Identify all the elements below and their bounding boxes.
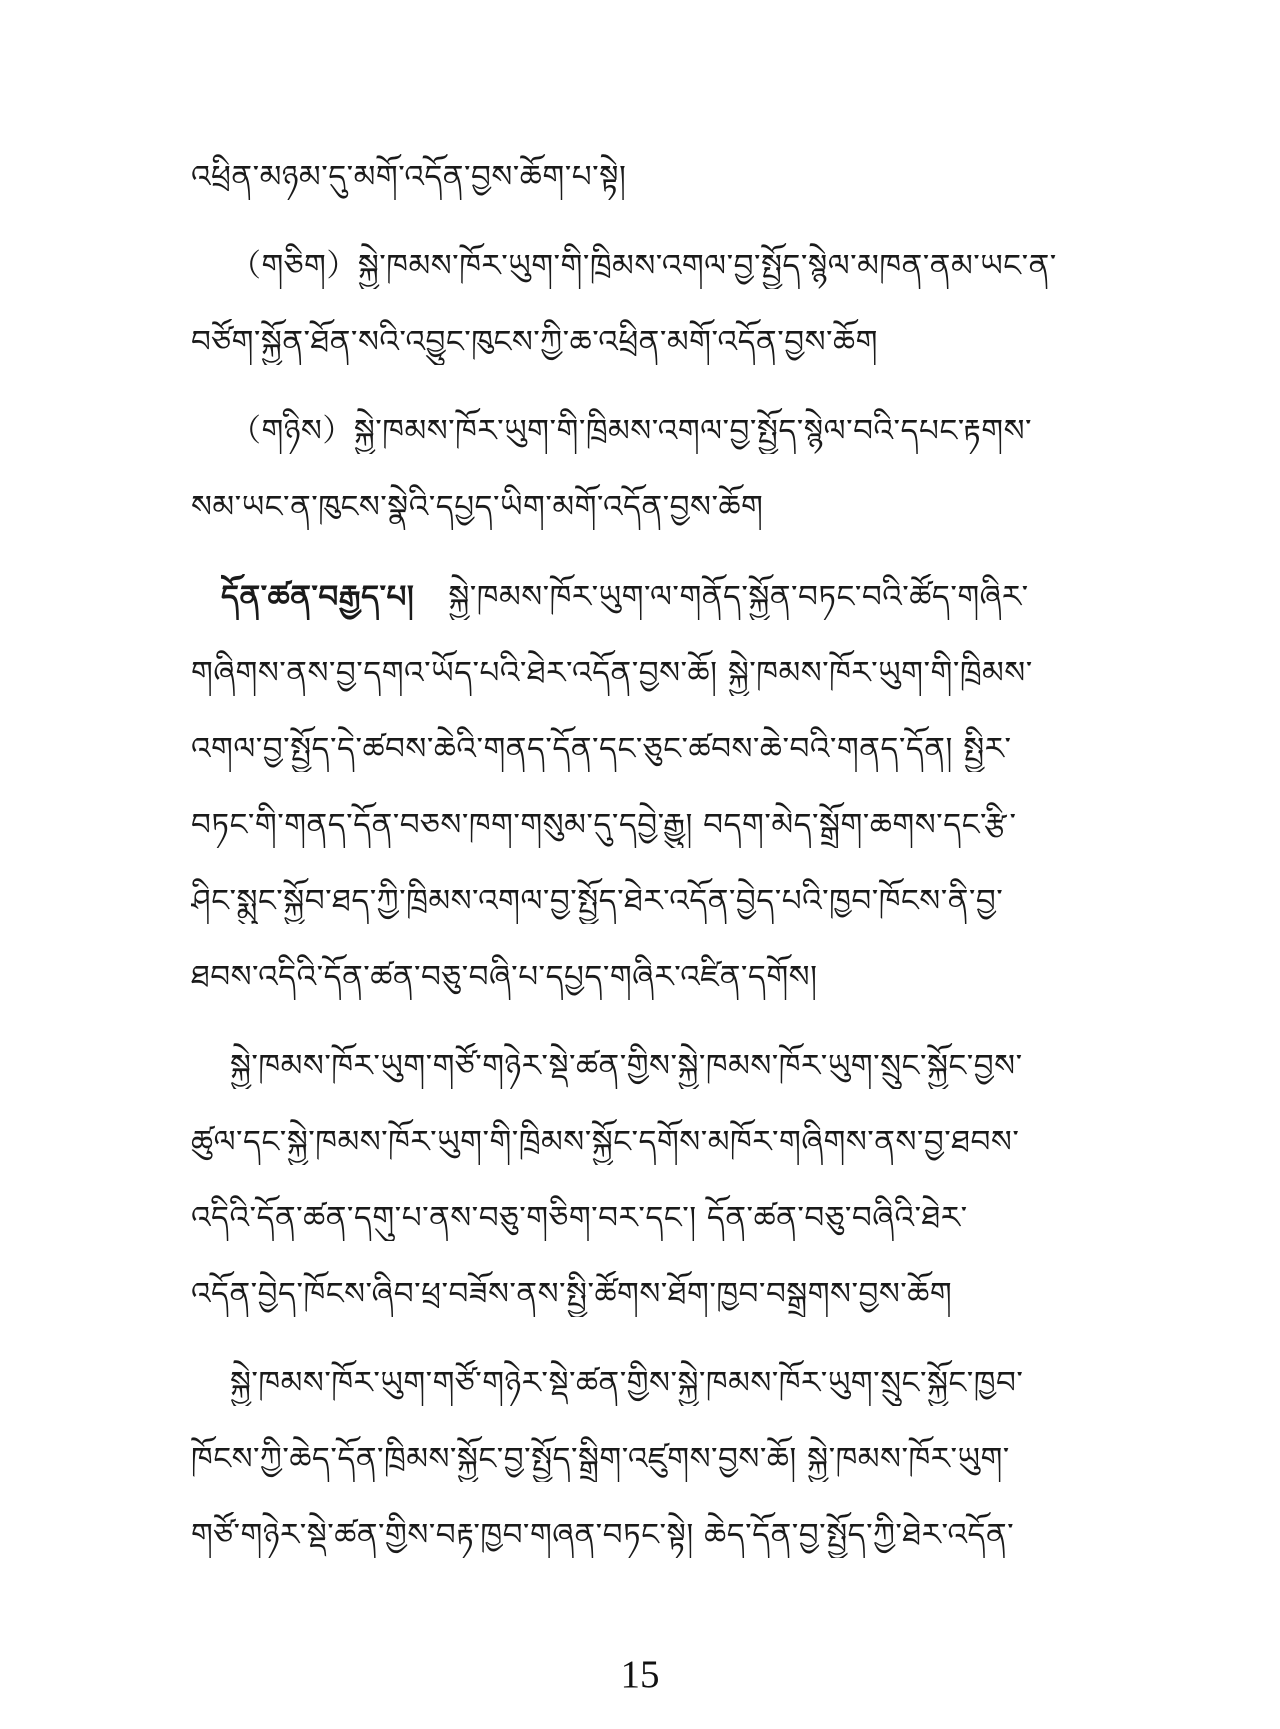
text-span: སྐྱེ་ཁམས་ཁོར་ཡུག་ལ་གནོད་སྐྱོན་བཏང་བའི་ཚོད་གཞིར་ bbox=[448, 579, 1029, 615]
text-line: ཚུལ་དང་སྐྱེ་ཁམས་ཁོར་ཡུག་གི་ཁྲིམས་སྐྱོང་དགོས་མཁོར་གཞིགས་ནས་བྱ་ཐབས་ bbox=[191, 1124, 1020, 1160]
text-line: ཐབས་འདིའི་དོན་ཚན་བཅུ་བཞི་པ་དཔྱད་གཞིར་འཛིན་དགོས། bbox=[191, 959, 818, 995]
text-line: འདིའི་དོན་ཚན་དགུ་པ་ནས་བཅུ་གཅིག་བར་དང་། དོན་ཚན་བཅུ་བཞིའི་ཐེར་ bbox=[191, 1200, 968, 1236]
text-line: བཙོག་སྐྱོན་ཐོན་སའི་འབྱུང་ཁུངས་ཀྱི་ཆ་འཕྲིན་མགོ་འདོན་བྱས་ཆོག bbox=[191, 324, 878, 360]
text-line: སྐྱེ་ཁམས་ཁོར་ཡུག་གཙོ་གཉེར་སྡེ་ཚན་གྱིས་སྐྱེ་ཁམས་ཁོར་ཡུག་སྲུང་སྐྱོང་བྱས་ bbox=[230, 1048, 1023, 1084]
text-line: སྐྱེ་ཁམས་ཁོར་ཡུག་གཙོ་གཉེར་སྡེ་ཚན་གྱིས་སྐྱེ་ཁམས་ཁོར་ཡུག་སྲུང་སྐྱོང་ཁྱབ་ bbox=[230, 1365, 1024, 1401]
text-line: འཕྲིན་མཉམ་དུ་མགོ་འདོན་བྱས་ཆོག་པ་སྟེ། bbox=[191, 159, 627, 195]
text-line: བཏང་གི་གནད་དོན་བཅས་ཁག་གསུམ་དུ་དབྱེ་རྒྱུ། བདག་མེད་སྒྲོག་ཆགས་དང་རྩི་ bbox=[191, 807, 1017, 843]
text-line: སམ་ཡང་ན་ཁུངས་སྣེའི་དཔྱད་ཡིག་མགོ་འདོན་བྱས་ཆོག bbox=[191, 489, 764, 525]
text-line: གཙོ་གཉེར་སྡེ་ཚན་གྱིས་བརྟ་ཁྱབ་གཞན་བཏང་སྟེ། ཆེད་དོན་བྱ་སྤྱོད་ཀྱི་ཐེར་འདོན་ bbox=[191, 1517, 1015, 1553]
text-line: འདོན་བྱེད་ཁོངས་ཞིབ་ཕྲ་བཟོས་ནས་སྤྱི་ཚོགས་ཐོག་ཁྱབ་བསྒྲགས་བྱས་ཆོག bbox=[191, 1276, 953, 1312]
text-line: （གཅིག）སྐྱེ་ཁམས་ཁོར་ཡུག་གི་ཁྲིམས་འགལ་བྱ་སྤྱོད་སྙེལ་མཁན་ནམ་ཡང་ན་ bbox=[230, 248, 1057, 284]
text-line: འགལ་བྱ་སྤྱོད་དེ་ཚབས་ཆེའི་གནད་དོན་དང་ཅུང་ཚབས་ཆེ་བའི་གནད་དོན། སྤྱིར་ bbox=[191, 731, 1012, 767]
text-line: ཁོངས་ཀྱི་ཆེད་དོན་ཁྲིམས་སྐྱོང་བྱ་སྤྱོད་སྒྲིག་འཛུགས་བྱས་ཆོ། སྐྱེ་ཁམས་ཁོར་ཡུག་ bbox=[191, 1441, 1010, 1477]
article-heading: དོན་ཚན་བརྒྱད་པ། bbox=[221, 579, 415, 615]
text-line: （གཉིས）སྐྱེ་ཁམས་ཁོར་ཡུག་གི་ཁྲིམས་འགལ་བྱ་སྤྱོད་སྙེལ་བའི་དཔང་རྟགས་ bbox=[230, 413, 1033, 449]
page-number: 15 bbox=[620, 1653, 660, 1696]
article-heading-line bbox=[221, 574, 1091, 620]
text-line: ཤིང་སྨུང་སྐྱོབ་ཐད་ཀྱི་ཁྲིམས་འགལ་བྱ་སྤྱོད་ཐེར་འདོན་བྱེད་པའི་ཁྱབ་ཁོངས་ནི་བྱ་ bbox=[191, 883, 1004, 919]
text-line: གཞིགས་ནས་བྱ་དགའ་ཡོད་པའི་ཐེར་འདོན་བྱས་ཆོ། སྐྱེ་ཁམས་ཁོར་ཡུག་གི་ཁྲིམས་ bbox=[191, 655, 1033, 691]
